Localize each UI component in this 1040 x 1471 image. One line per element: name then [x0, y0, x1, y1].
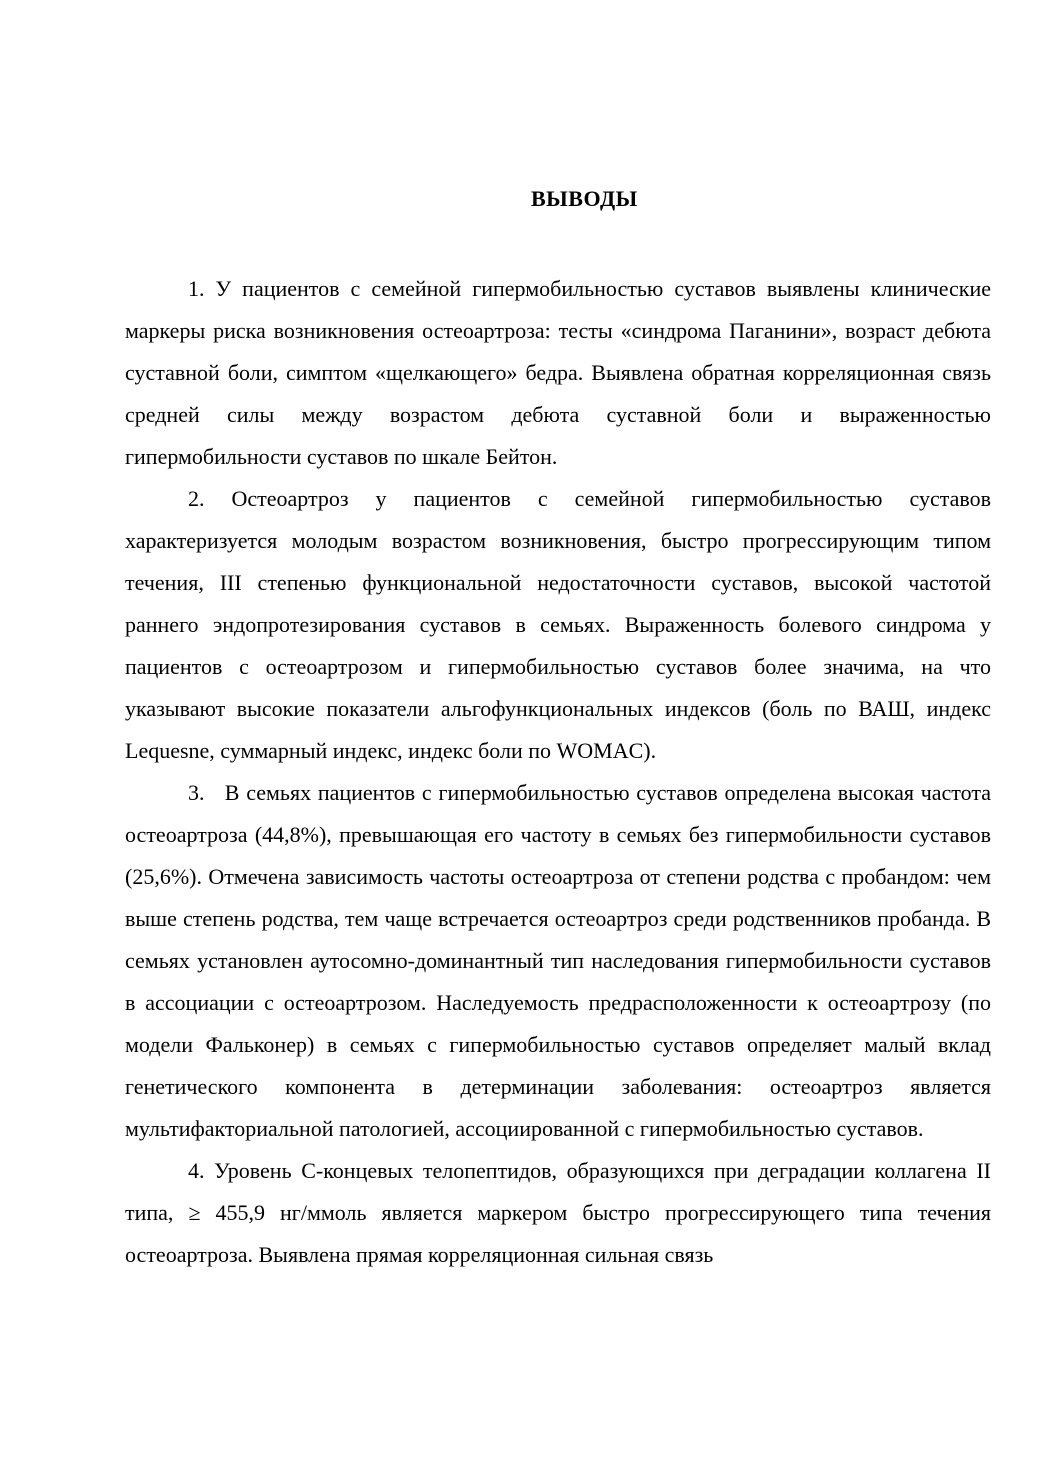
paragraph-3: 3. В семьях пациентов с гипермобильностью суставов определена высокая частота остеоартроза (44,8%), превышающая его частоту в семьях без гипермобильности суставов (25,6%). Отмечена зависимость частоты остеоартроза от степени родства с пробандом: чем выше степень родства, тем чаще встречается остеоартроз среди родственников пробанда. В семьях установлен аутосомно-доминантный тип наследования гипермобильности суставов в ассоциации с остеоартрозом. Наследуемость предрасположенности к остеоартрозу (по модели Фальконер) в семьях с гипермобильностью суставов определяет малый вклад генетического компонента в детерминации заболевания: остеоартроз является мультифакториальной патологией, ассоциированной с гипермобильностью суставов.: [125, 780, 997, 1141]
page-title: ВЫВОДЫ: [531, 186, 638, 211]
paragraph-1: 1. У пациентов с семейной гипермобильностью суставов выявлены клинические маркеры риска возникновения остеоартроза: тесты «синдрома Паганини», возраст дебюта суставной боли, симптом «щелкающего» бедра. Выявлена обратная корреляционная связь средней силы между возрастом дебюта суставной боли и выраженностью гипермобильности суставов по шкале Бейтон.: [125, 276, 991, 469]
document-body: [125, 268, 997, 1276]
document-page: [125, 184, 997, 1276]
paragraph-2: 2. Остеоартроз у пациентов с семейной гипермобильностью суставов характеризуется молодым возрастом возникновения, быстро прогрессирующим типом течения, III степенью функциональной недостаточности суставов, высокой частотой раннего эндопротезирования суставов в семьях. Выраженность болевого синдрома у пациентов с остеоартрозом и гипермобильностью суставов более значима, на что указывают высокие показатели альгофункциональных индексов (боль по ВАШ, индекс Lequesne, суммарный индекс, индекс боли по WOMAC).: [125, 486, 991, 763]
paragraph-4: 4. Уровень С-концевых телопептидов, образующихся при деградации коллагена II типа, ≥ 455,9 нг/ммоль является маркером быстро прогрессирующего типа течения остеоартроза. Выявлена прямая корреляционная сильная связь: [125, 1158, 991, 1267]
